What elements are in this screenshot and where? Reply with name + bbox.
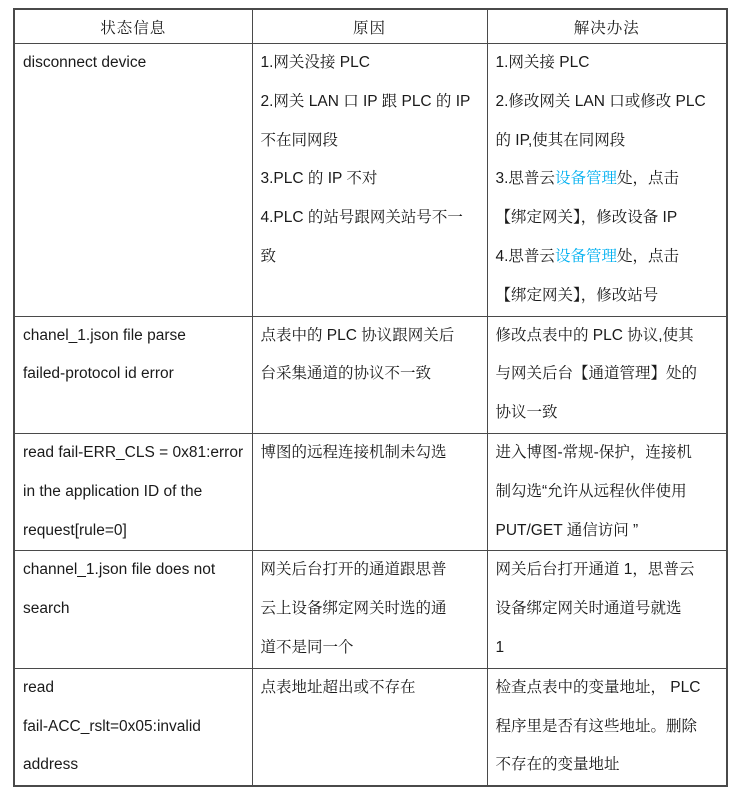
text-segment: read bbox=[23, 678, 55, 696]
text-line bbox=[261, 434, 479, 473]
text-line bbox=[261, 238, 479, 277]
text-segment: 协议一致 bbox=[495, 404, 558, 422]
text-segment: 致 bbox=[260, 247, 277, 265]
text-segment: 3.PLC 的 IP 不对 bbox=[260, 170, 378, 188]
text-segment: 【绑定网关】，修改站号 bbox=[495, 286, 659, 304]
text-segment: 进入博图-常规-保护，连接机 bbox=[495, 443, 692, 461]
text-line bbox=[496, 746, 719, 785]
solution-cell bbox=[487, 316, 727, 433]
text-segment: search bbox=[23, 600, 70, 618]
text-line bbox=[23, 434, 244, 473]
header-row bbox=[14, 9, 727, 44]
text-line bbox=[496, 83, 719, 122]
solution-cell bbox=[487, 433, 727, 550]
text-segment: 4.PLC 的站号跟网关站号不一 bbox=[260, 209, 463, 227]
text-segment: 网关后台打开的通道跟思普 bbox=[260, 561, 447, 579]
text-segment: channel_1.json file does not bbox=[23, 561, 216, 579]
text-line bbox=[496, 160, 719, 199]
header-status: 状态信息 bbox=[14, 9, 252, 44]
device-management-link[interactable]: 设备管理 bbox=[554, 247, 617, 265]
text-line bbox=[496, 512, 719, 551]
text-segment: 1 bbox=[495, 638, 505, 656]
text-line bbox=[23, 590, 244, 629]
text-line bbox=[496, 708, 719, 747]
cause-cell bbox=[252, 551, 487, 668]
text-line bbox=[261, 355, 479, 394]
text-line bbox=[496, 551, 719, 590]
text-line bbox=[23, 746, 244, 785]
text-line bbox=[496, 317, 719, 356]
text-segment: 修改点表中的 PLC 协议,使其 bbox=[495, 326, 694, 344]
text-segment: 设备绑定网关时通道号就选 bbox=[495, 600, 682, 618]
cause-cell bbox=[252, 44, 487, 317]
cause-cell bbox=[252, 668, 487, 786]
troubleshooting-table bbox=[13, 8, 728, 787]
status-cell bbox=[14, 433, 252, 550]
text-line bbox=[23, 44, 244, 83]
text-line bbox=[496, 434, 719, 473]
text-segment: fail-ACC_rslt=0x05:invalid bbox=[23, 717, 201, 735]
table-row bbox=[14, 433, 727, 550]
text-segment: 2.修改网关 LAN 口或修改 PLC bbox=[495, 92, 706, 110]
text-segment: 1.网关接 PLC bbox=[495, 54, 590, 71]
text-segment: 制勾选“允许从远程伙伴使用 bbox=[495, 482, 687, 500]
text-line bbox=[23, 317, 244, 356]
text-segment: 处，点击 bbox=[616, 247, 679, 265]
text-segment: failed-protocol id error bbox=[23, 365, 174, 383]
troubleshooting-table-container bbox=[13, 8, 728, 787]
text-segment: 不在同网段 bbox=[260, 131, 339, 149]
text-line bbox=[261, 199, 479, 238]
text-line bbox=[23, 708, 244, 747]
status-cell bbox=[14, 44, 252, 317]
text-segment: PUT/GET 通信访问 ” bbox=[495, 521, 639, 539]
text-segment: 2.网关 LAN 口 IP 跟 PLC 的 IP bbox=[260, 92, 471, 110]
solution-cell bbox=[487, 44, 727, 317]
text-segment: 网关后台打开通道 1，思普云 bbox=[495, 561, 695, 579]
text-line bbox=[261, 122, 479, 161]
status-cell bbox=[14, 668, 252, 786]
text-line bbox=[261, 669, 479, 708]
table-row bbox=[14, 44, 727, 317]
text-segment: 4.思普云 bbox=[495, 247, 555, 265]
text-segment: disconnect device bbox=[23, 54, 147, 71]
text-segment: 3.思普云 bbox=[495, 170, 555, 188]
text-line bbox=[261, 317, 479, 356]
table-body bbox=[14, 44, 727, 787]
text-line bbox=[261, 551, 479, 590]
text-line bbox=[496, 238, 719, 277]
device-management-link[interactable]: 设备管理 bbox=[554, 170, 617, 188]
solution-cell bbox=[487, 668, 727, 786]
text-segment: 1.网关没接 PLC bbox=[260, 54, 370, 71]
cause-cell bbox=[252, 316, 487, 433]
table-row bbox=[14, 551, 727, 668]
text-segment: address bbox=[23, 756, 79, 774]
solution-cell bbox=[487, 551, 727, 668]
text-line bbox=[496, 277, 719, 316]
text-line bbox=[261, 160, 479, 199]
text-line bbox=[496, 590, 719, 629]
text-segment: 点表地址超出或不存在 bbox=[260, 678, 416, 696]
text-line bbox=[496, 199, 719, 238]
text-line bbox=[261, 590, 479, 629]
text-segment: 道不是同一个 bbox=[260, 638, 354, 656]
text-segment: in the application ID of the bbox=[23, 482, 203, 500]
text-segment: 与网关后台【通道管理】处的 bbox=[495, 365, 698, 383]
text-line bbox=[261, 44, 479, 83]
text-line bbox=[23, 669, 244, 708]
header-solution: 解决办法 bbox=[487, 9, 727, 44]
status-cell bbox=[14, 316, 252, 433]
text-segment: 博图的远程连接机制未勾选 bbox=[260, 443, 447, 461]
table-row bbox=[14, 316, 727, 433]
text-line bbox=[496, 122, 719, 161]
text-segment: 【绑定网关】，修改设备 IP bbox=[495, 209, 678, 227]
text-segment: read fail-ERR_CLS = 0x81:error bbox=[23, 443, 244, 461]
text-line bbox=[23, 473, 244, 512]
text-line bbox=[496, 669, 719, 708]
status-cell bbox=[14, 551, 252, 668]
header-cause: 原因 bbox=[252, 9, 487, 44]
text-line bbox=[496, 355, 719, 394]
text-segment: 处，点击 bbox=[616, 170, 679, 188]
text-segment: 程序里是否有这些地址。删除 bbox=[495, 717, 698, 735]
text-line bbox=[496, 44, 719, 83]
table-row bbox=[14, 668, 727, 786]
text-segment: 不存在的变量地址 bbox=[495, 756, 620, 774]
text-line bbox=[496, 473, 719, 512]
cause-cell bbox=[252, 433, 487, 550]
text-line bbox=[23, 355, 244, 394]
text-line bbox=[496, 629, 719, 668]
text-segment: 台采集通道的协议不一致 bbox=[260, 365, 432, 383]
text-line bbox=[23, 551, 244, 590]
text-line bbox=[496, 394, 719, 433]
text-line bbox=[261, 83, 479, 122]
text-line bbox=[261, 629, 479, 668]
text-segment: 检查点表中的变量地址， PLC bbox=[495, 678, 701, 696]
text-segment: request[rule=0] bbox=[23, 521, 127, 539]
text-segment: 云上设备绑定网关时选的通 bbox=[260, 600, 447, 618]
text-segment: 的 IP,使其在同网段 bbox=[495, 131, 626, 149]
text-line bbox=[23, 512, 244, 551]
text-segment: chanel_1.json file parse bbox=[23, 326, 186, 344]
text-segment: 点表中的 PLC 协议跟网关后 bbox=[260, 326, 455, 344]
